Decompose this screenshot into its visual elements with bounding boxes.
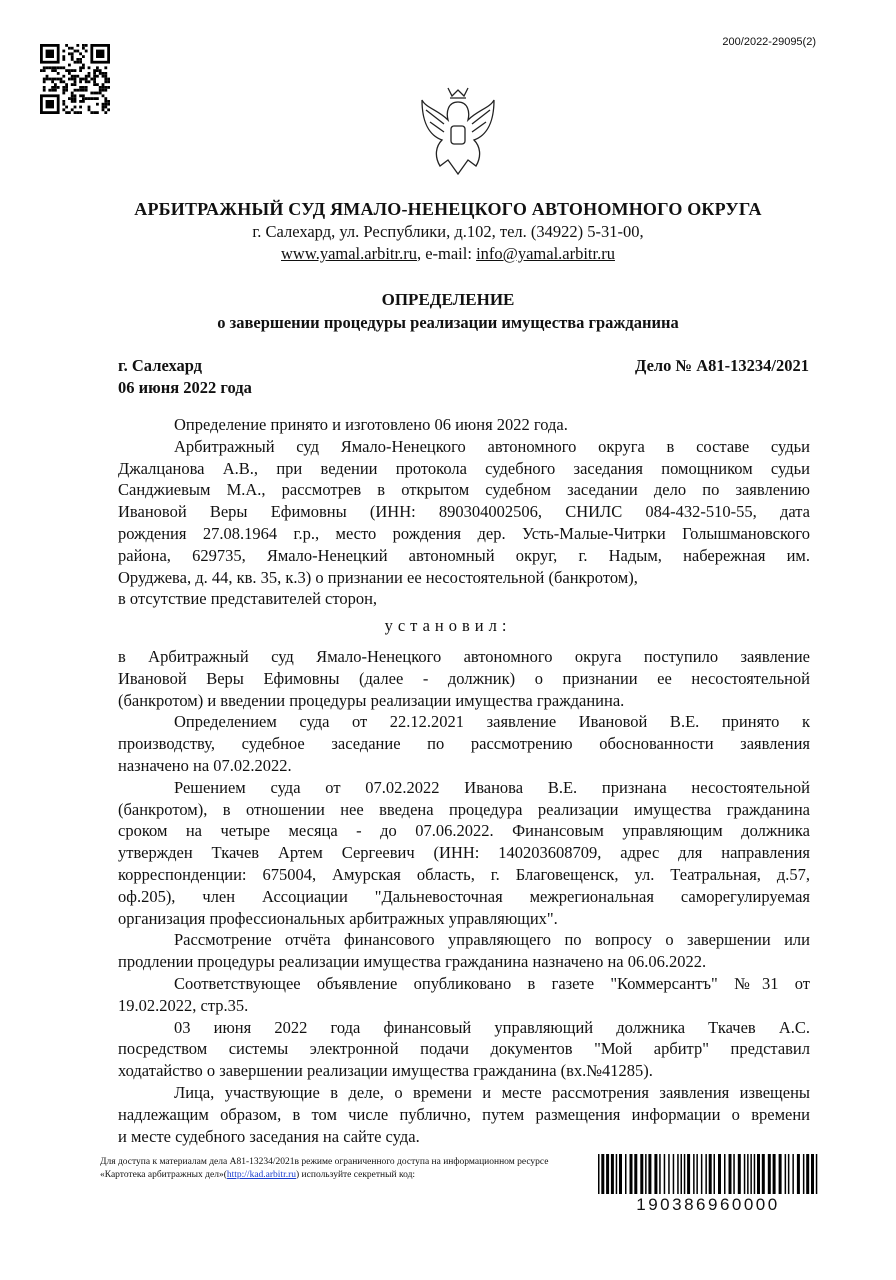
text-line: в Арбитражный суд Ямало-Ненецкого автономного округа поступило заявление [118, 647, 810, 666]
date: 06 июня 2022 года [118, 378, 252, 397]
text-line: назначено на 07.02.2022. [118, 755, 292, 775]
barcode [596, 1154, 820, 1194]
text-line: Ивановой Веры Ефимовны (ИНН: 890304002506, СНИЛС 084-432-510-55, дата [118, 502, 810, 522]
text-line: и месте судебного заседания на сайте суда. [118, 1126, 420, 1146]
court-name: АРБИТРАЖНЫЙ СУД ЯМАЛО-НЕНЕЦКОГО АВТОНОМНОГО ОКРУГА [134, 199, 762, 219]
text-line: продлении процедуры реализации имущества гражданина назначено на 06.06.2022. [118, 952, 707, 972]
text-line: Санджиевым М.А., рассмотрев в открытом судебном заседании дело по заявлению [118, 480, 810, 500]
text-line: 19.02.2022, стр.35. [118, 995, 249, 1015]
paragraph [118, 711, 810, 776]
text-line: надлежащим образом, в том числе публично, путем размещения информации о времени [118, 1104, 810, 1124]
text-line: Определение принято и изготовлено 06 июня 2022 года. [174, 415, 568, 434]
text-line: производству, судебное заседание по рассмотрению обоснованности заявления [118, 734, 810, 754]
text-line: Рассмотрение отчёта финансового управляющего по вопросу о завершении или [174, 930, 810, 950]
text-line: Лица, участвующие в деле, о времени и месте рассмотрения заявления извещены [174, 1082, 810, 1102]
text-line: корреспонденции: 675004, Амурская область, г. Благовещенск, ул. Театральная, д.57, [118, 864, 810, 884]
paragraph [118, 436, 810, 589]
paragraph [118, 973, 810, 1017]
text-line: Арбитражный суд Ямало-Ненецкого автономного округа в составе судьи [174, 436, 810, 456]
case-number: Дело № А81-13234/2021 [635, 356, 809, 375]
document-subtitle: о завершении процедуры реализации имущества гражданина [217, 313, 679, 332]
text-line: (банкротом), в отношении нее введена процедура реализации имущества гражданина [118, 799, 810, 819]
paragraph [118, 588, 810, 610]
barcode-number: 190386960000 [596, 1196, 820, 1214]
paragraph [118, 646, 810, 711]
ustanovil-heading: установил: [384, 616, 512, 635]
qr-code [40, 44, 110, 114]
text-line: организация профессиональных арбитражных управляющих". [118, 908, 558, 928]
text-line: ходатайство о завершении реализации имущества гражданина (вх.№41285). [118, 1061, 653, 1081]
paragraph [118, 414, 810, 436]
email-link[interactable]: info@yamal.arbitr.ru [476, 244, 615, 263]
text-line: Оруджева, д. 44, кв. 35, к.3) о признании ее несостоятельной (банкротом), [118, 567, 638, 587]
access-footnote [100, 1156, 550, 1181]
court-contacts [0, 244, 896, 264]
document-title: ОПРЕДЕЛЕНИЕ [381, 290, 515, 309]
text-line: Определением суда от 22.12.2021 заявление Ивановой В.Е. принято к [174, 712, 810, 732]
text-line: оф.205), член Ассоциации "Дальневосточная межрегиональная саморегулируемая [118, 886, 810, 906]
text-line: рождения 27.08.1964 г.р., место рождения дер. Усть-Малые-Читрки Голышмановского [118, 523, 810, 543]
text-line: района, 629735, Ямало-Ненецкий автономный округ, г. Надым, набережная им. [118, 545, 810, 565]
paragraph [118, 777, 810, 930]
document-number: 200/2022-29095(2) [722, 36, 816, 48]
paragraph [118, 1082, 810, 1147]
text-line: Ивановой Веры Ефимовны (далее - должник) о признании ее несостоятельной [118, 668, 810, 688]
court-address: г. Салехард, ул. Республики, д.102, тел. (34922) 5-31-00, [252, 222, 644, 241]
coat-of-arms-emblem [418, 80, 498, 180]
body-intro [118, 414, 810, 610]
body-findings [118, 646, 810, 1147]
text-line: 03 июня 2022 года финансовый управляющий должника Ткачев А.С. [174, 1017, 810, 1037]
footnote-text: Для доступа к материалам дела А81-13234/2021в режиме ограниченного доступа на информационном ресурсе «Картотека арбитражных дел»( [100, 1157, 549, 1180]
text-line: Решением суда от 07.02.2022 Иванова В.Е. признана несостоятельной [174, 777, 810, 797]
text-line: утвержден Ткачев Артем Сергеевич (ИНН: 140203608709, адрес для направления [118, 843, 810, 863]
text-line: в отсутствие представителей сторон, [118, 589, 378, 609]
text-line: посредством системы электронной подачи документов "Мой арбитр" представил [118, 1039, 810, 1059]
text-line: (банкротом) и введении процедуры реализации имущества гражданина. [118, 690, 625, 710]
text-line: Джалцанова А.В., при ведении протокола судебного заседания помощником судьи [118, 458, 810, 478]
footnote-text-end: ) используйте секретный код: [296, 1169, 416, 1180]
text-line: сроком на четыре месяца - до 07.06.2022. Финансовым управляющим должника [118, 821, 810, 841]
website-link[interactable]: www.yamal.arbitr.ru [281, 244, 417, 263]
email-label: , e-mail: [416, 244, 477, 263]
paragraph [118, 929, 810, 973]
paragraph [118, 1017, 810, 1082]
text-line: Соответствующее объявление опубликовано в газете "Коммерсантъ" №31 от [174, 973, 810, 993]
kad-link[interactable]: http://kad.arbitr.ru [226, 1169, 297, 1180]
city: г. Салехард [118, 356, 203, 375]
